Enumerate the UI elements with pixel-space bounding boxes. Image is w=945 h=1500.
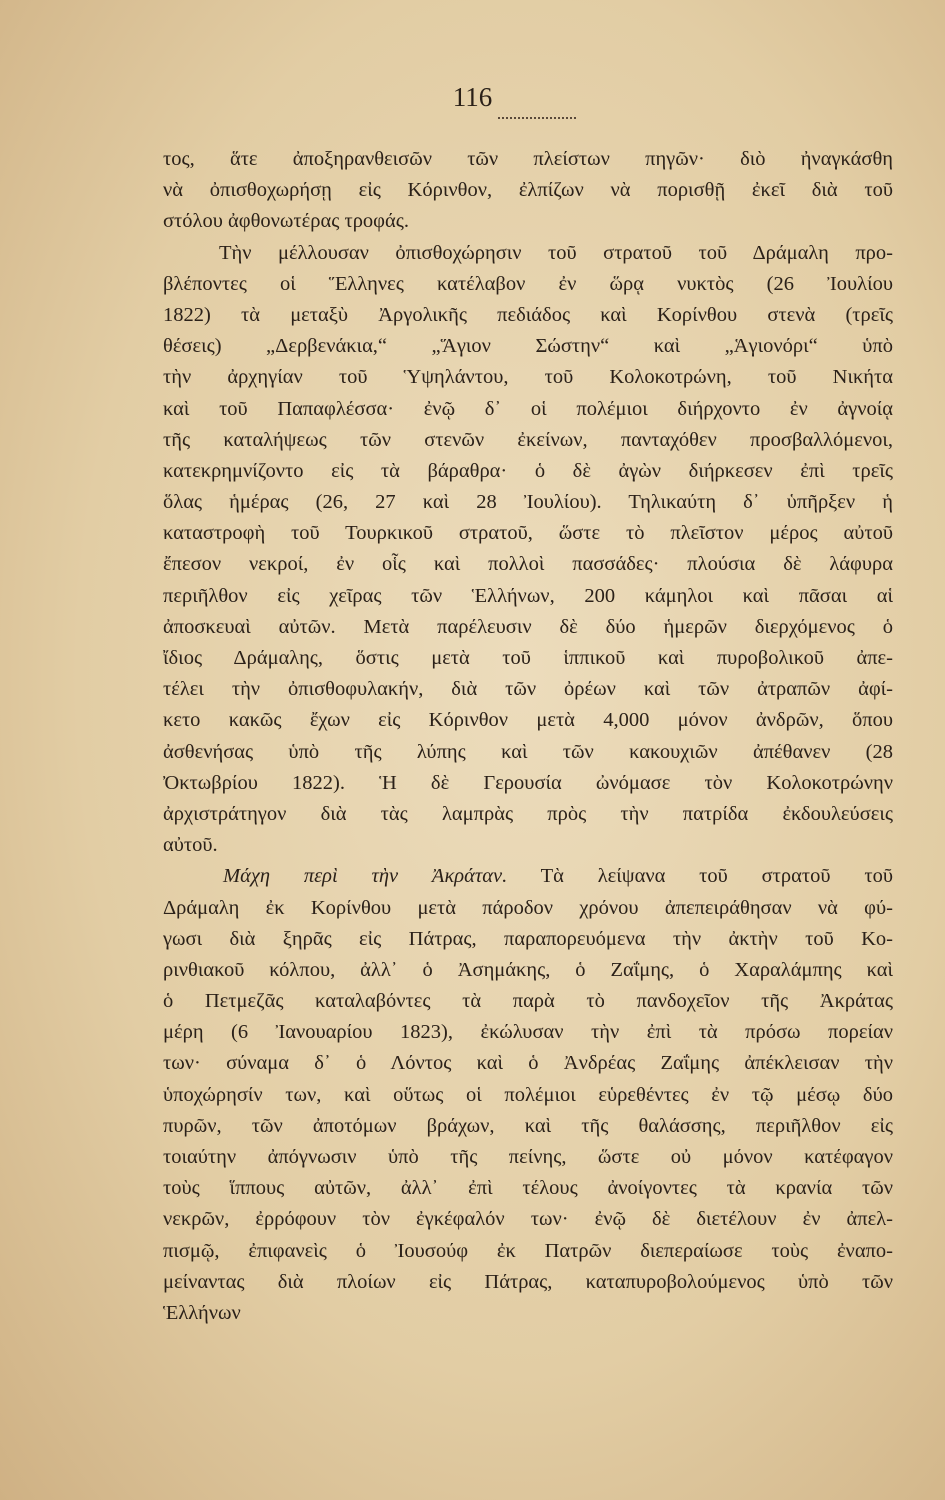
text-line: των· σύναμα δ᾽ ὁ Λόντος καὶ ὁ Ἀνδρέας Ζαΐμης ἀπέκλεισαν τὴν	[163, 1052, 893, 1075]
text-line: βλέποντες οἱ Ἕλληνες κατέλαβον ἐν ὥρᾳ νυκτὸς (26 Ἰουλίου	[163, 272, 893, 295]
text-line: ἀποσκευαὶ αὐτῶν. Μετὰ παρέλευσιν δὲ δύο ἡμερῶν διερχόμενος ὁ	[163, 615, 893, 638]
text-line: πισμῷ, ἐπιφανεὶς ὁ Ἰουσούφ ἐκ Πατρῶν διεπεραίωσε τοὺς ἐναπο-	[163, 1239, 893, 1262]
text-line: ἴδιος Δράμαλης, ὅστις μετὰ τοῦ ἱππικοῦ καὶ πυροβολικοῦ ἀπε-	[163, 647, 893, 669]
text-line: ἀσθενήσας ὑπὸ τῆς λύπης καὶ τῶν κακουχιῶν ἀπέθανεν (28	[163, 740, 893, 763]
text-line: τῆς καταλήψεως τῶν στενῶν ἐκείνων, πανταχόθεν προσβαλλόμενοι,	[163, 428, 893, 451]
page-body	[163, 144, 893, 1329]
text-line: καταστροφὴ τοῦ Τουρκικοῦ στρατοῦ, ὥστε τὸ πλεῖστον μέρος αὐτοῦ	[163, 522, 893, 545]
text-line: ὅλας ἡμέρας (26, 27 καὶ 28 Ἰουλίου). Τηλικαύτη δ᾽ ὑπῆρξεν ἡ	[163, 491, 893, 514]
text-line: 1822) τὰ μεταξὺ Ἀργολικῆς πεδιάδος καὶ Κορίνθου στενὰ (τρεῖς	[163, 303, 893, 326]
section-heading: Μάχη περὶ τὴν Ἀκράταν.	[223, 865, 508, 888]
section-first-line-text: Τὰ λείψανα τοῦ στρατοῦ τοῦ	[540, 865, 893, 888]
text-line: τὴν ἀρχηγίαν τοῦ Ὑψηλάντου, τοῦ Κολοκοτρώνη, τοῦ Νικήτα	[163, 366, 893, 389]
text-line: ρινθιακοῦ κόλπου, ἀλλ᾽ ὁ Ἀσημάκης, ὁ Ζαΐμης, ὁ Χαραλάμπης καὶ	[163, 958, 893, 981]
text-line: μείναντας διὰ πλοίων εἰς Πάτρας, καταπυροβολούμενος ὑπὸ τῶν	[163, 1270, 893, 1293]
text-line: καὶ τοῦ Παπαφλέσσα· ἐνῷ δ᾽ οἱ πολέμιοι διήρχοντο ἐν ἀγνοίᾳ	[163, 397, 893, 420]
text-line: ἔπεσον νεκροί, ἐν οἷς καὶ πολλοὶ πασσάδες· πλούσια δὲ λάφυρα	[163, 553, 893, 576]
text-line: ὑποχώρησίν των, καὶ οὕτως οἱ πολέμιοι εὑρεθέντες ἐν τῷ μέσῳ δύο	[163, 1083, 893, 1106]
text-line: Ἑλλήνων	[163, 1301, 241, 1324]
text-line: κετο κακῶς ἔχων εἰς Κόρινθον μετὰ 4,000 μόνον ἀνδρῶν, ὅπου	[163, 709, 893, 732]
text-line: ἀρχιστράτηγον διὰ τὰς λαμπρὰς πρὸς τὴν πατρίδα ἐκδουλεύσεις	[163, 802, 893, 825]
text-line: κατεκρημνίζοντο εἰς τὰ βάραθρα· ὁ δὲ ἀγὼν διήρκεσεν ἐπὶ τρεῖς	[163, 459, 893, 482]
text-line: Δράμαλη ἐκ Κορίνθου μετὰ πάροδον χρόνου ἀπεπειράθησαν νὰ φύ-	[163, 896, 893, 919]
text-line: μέρη (6 Ἰανουαρίου 1823), ἐκώλυσαν τὴν ἐπὶ τὰ πρόσω πορείαν	[163, 1021, 893, 1044]
text-line: τος, ἅτε ἀποξηρανθεισῶν τῶν πλείστων πηγῶν· διὸ ἠναγκάσθη	[163, 148, 893, 170]
page-number-ornament	[498, 117, 576, 122]
section-first-line	[163, 861, 893, 892]
text-line: νεκρῶν, ἐρρόφουν τὸν ἐγκέφαλόν των· ἐνῷ δὲ διετέλουν ἐν ἀπελ-	[163, 1208, 893, 1231]
page-number: 116	[452, 82, 493, 112]
text-line: νὰ ὀπισθοχωρήσῃ εἰς Κόρινθον, ἐλπίζων νὰ πορισθῇ ἐκεῖ διὰ τοῦ	[163, 179, 893, 202]
text-line: γωσι διὰ ξηρᾶς εἰς Πάτρας, παραπορευόμενα τὴν ἀκτὴν τοῦ Κο-	[163, 927, 893, 950]
text-line: περιῆλθον εἰς χεῖρας τῶν Ἑλλήνων, 200 κάμηλοι καὶ πᾶσαι αἱ	[163, 584, 893, 607]
text-line: τοιαύτην ἀπόγνωσιν ὑπὸ τῆς πείνης, ὥστε οὐ μόνον κατέφαγον	[163, 1146, 893, 1168]
text-line: θέσεις) „Δερβενάκια,“ „Ἅγιον Σώστην“ καὶ „Ἁγιονόρι“ ὑπὸ	[163, 335, 893, 358]
text-line: πυρῶν, τῶν ἀποτόμων βράχων, καὶ τῆς θαλάσσης, περιῆλθον εἰς	[163, 1114, 893, 1137]
text-line: στόλου ἀφθονωτέρας τροφάς.	[163, 210, 409, 233]
text-line: Ὀκτωβρίου 1822). Ἡ δὲ Γερουσία ὠνόμασε τὸν Κολοκοτρώνην	[163, 771, 893, 794]
text-line: ὁ Πετμεζᾶς καταλαβόντες τὰ παρὰ τὸ πανδοχεῖον τῆς Ἀκράτας	[163, 990, 893, 1013]
text-line: τέλει τὴν ὀπισθοφυλακήν, διὰ τῶν ὀρέων καὶ τῶν ἀτραπῶν ἀφί-	[163, 678, 893, 701]
text-line: Τὴν μέλλουσαν ὀπισθοχώρησιν τοῦ στρατοῦ τοῦ Δράμαλη προ-	[219, 241, 893, 264]
text-line: αὐτοῦ.	[163, 834, 218, 857]
text-line: τοὺς ἵππους αὐτῶν, ἀλλ᾽ ἐπὶ τέλους ἀνοίγοντες τὰ κρανία τῶν	[163, 1177, 893, 1200]
